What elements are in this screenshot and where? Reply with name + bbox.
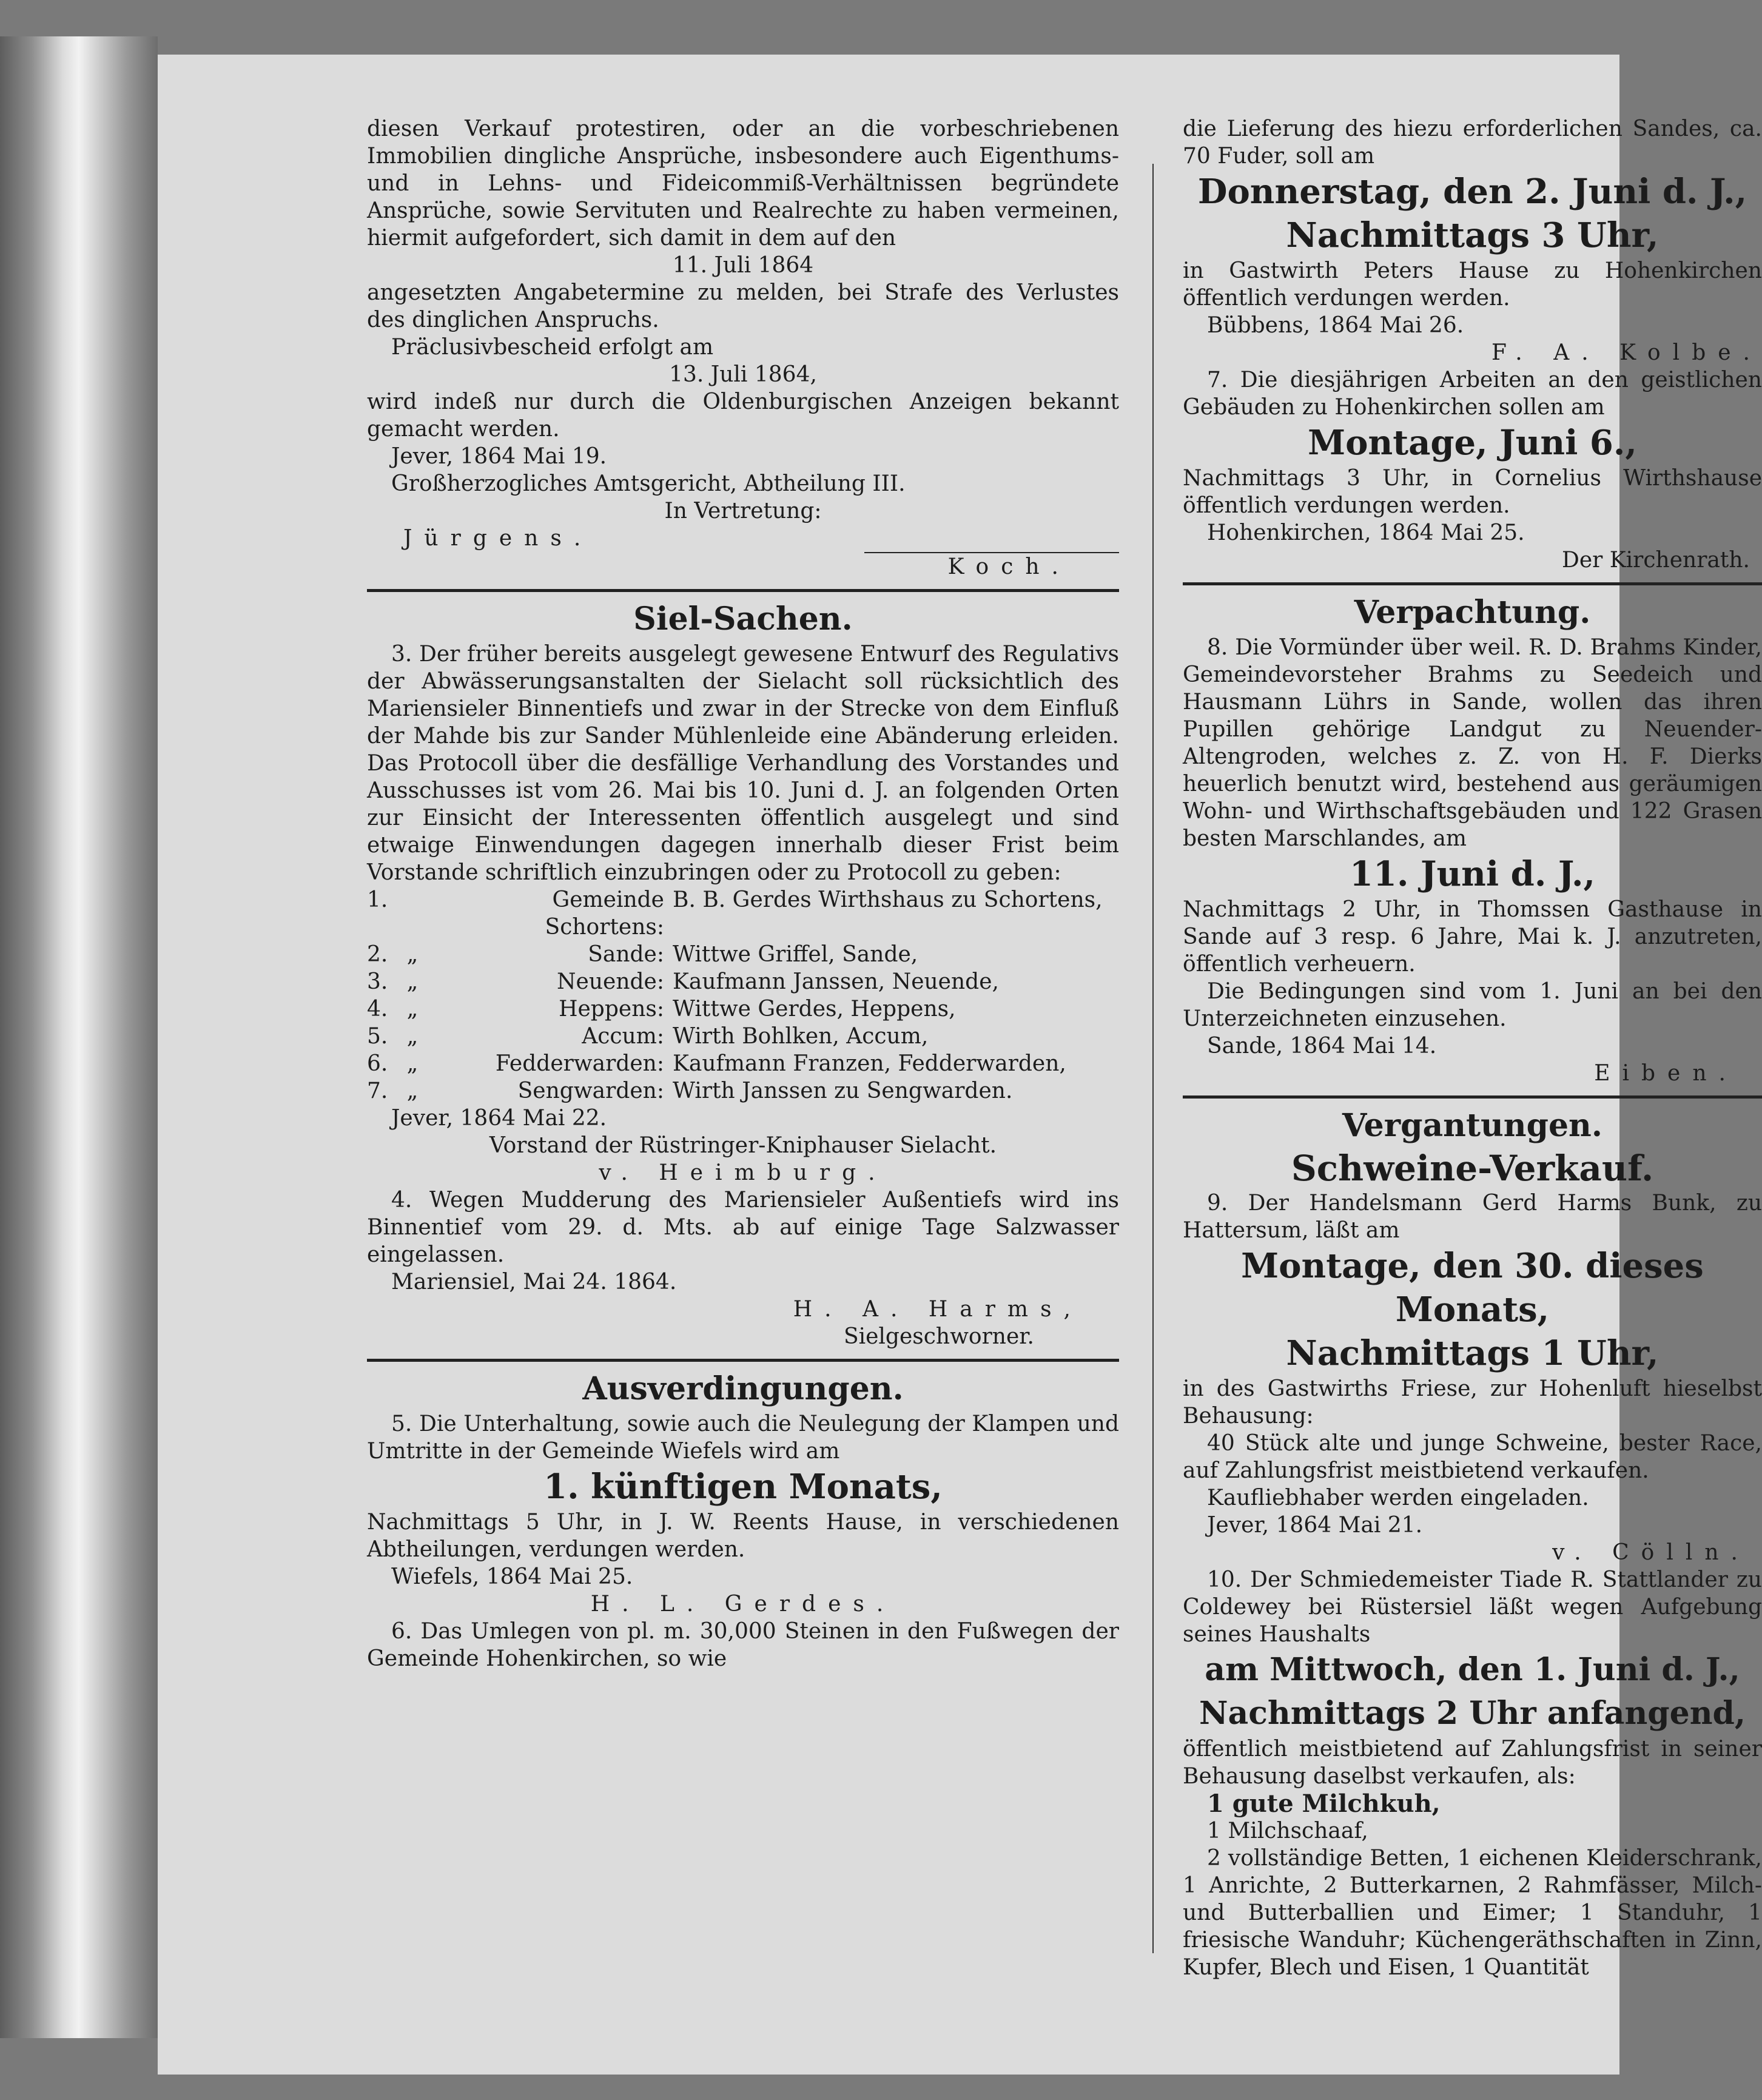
location-place: Accum: bbox=[582, 1024, 664, 1049]
location-number: 7. bbox=[367, 1079, 388, 1103]
term-time: Nachmittags 3 Uhr, bbox=[1286, 215, 1659, 255]
vertretung-label: In Vertretung: bbox=[664, 499, 822, 523]
place-date: Wiefels, 1864 Mai 25. bbox=[391, 1564, 633, 1589]
signature: F. A. Kolbe. bbox=[1491, 340, 1762, 365]
term-date: am Mittwoch, den 1. Juni d. J., bbox=[1205, 1651, 1740, 1688]
notice-text: 40 Stück alte und junge Schweine, bester Race, auf Zahlungsfrist meistbietend verkaufen. bbox=[1183, 1431, 1762, 1483]
location-number: 5. bbox=[367, 1024, 388, 1049]
location-number: 4. bbox=[367, 997, 388, 1021]
signature: Eiben. bbox=[1594, 1061, 1738, 1086]
location-number: 1. bbox=[367, 887, 388, 912]
notice-text: 4. Wegen Mudderung des Mariensieler Außentiefs wird ins Binnentief vom 29. d. Mts. ab auf einige Tage Salzwasser eingelassen. bbox=[367, 1188, 1119, 1267]
term-date: Donnerstag, den 2. Juni d. J., bbox=[1197, 172, 1747, 212]
right-column bbox=[1183, 115, 1762, 1981]
signature: Koch. bbox=[947, 554, 1071, 579]
signature: v. Heimburg. bbox=[599, 1160, 887, 1185]
book-page-edges bbox=[0, 36, 158, 2038]
place-date: Bübbens, 1864 Mai 26. bbox=[1207, 313, 1464, 338]
location-place: Gemeinde Schortens: bbox=[545, 887, 664, 940]
location-address: B. B. Gerdes Wirthshaus zu Schortens, bbox=[673, 887, 1103, 912]
location-place: Neuende: bbox=[557, 969, 664, 994]
notice-text: in des Gastwirths Friese, zur Hohenluft hieselbst Behausung: bbox=[1183, 1376, 1762, 1429]
place-date: Jever, 1864 Mai 21. bbox=[1207, 1513, 1423, 1538]
signature-title: Sielgeschworner. bbox=[843, 1324, 1034, 1349]
ditto-mark bbox=[397, 886, 428, 941]
notice-text: 9. Der Handelsmann Gerd Harms Bunk, zu Hattersum, läßt am bbox=[1183, 1191, 1762, 1243]
location-list-row bbox=[367, 941, 1119, 968]
location-list-row bbox=[367, 1050, 1119, 1077]
location-list-row bbox=[367, 968, 1119, 995]
signature: H. L. Gerdes. bbox=[590, 1592, 896, 1617]
notice-text: Präclusivbescheid erfolgt am bbox=[391, 335, 714, 360]
notice-text: 3. Der früher bereits ausgelegt gewesene Entwurf des Regulativs der Abwässerungsanstalten der Sielacht soll rücksichtlich des Mariensieler Binnentiefs und zwar in der Strecke von dem Einfluß der Mahde bis zur Sander Mühlenleide eine Abänderung erleiden. Das Protocoll über die desfällige Verhandlung des Vorstandes und Ausschusses ist vom 26. Mai bis 10. Juni d. J. an folgenden Orten zur Einsicht der Interessenten öffentlich ausgelegt und sind etwaige Einwendungen dagegen innerhalb dieser Frist beim Vorstande schriftlich einzubringen oder zu Protocoll zu geben: bbox=[367, 642, 1119, 885]
notice-text: diesen Verkauf protestiren, oder an die vorbeschriebenen Immobilien dingliche Ansprüche, insbesondere auch Eigenthums- und in Lehns- und Fideicommiß-Verhältnissen begründete Ansprüche, sowie Servituten und Realrechte zu haben vermeinen, hiermit aufgefordert, sich damit in dem auf den bbox=[367, 116, 1119, 251]
term-time: Nachmittags 1 Uhr, bbox=[1286, 1333, 1659, 1373]
section-heading: Siel-Sachen. bbox=[633, 601, 853, 638]
ditto-mark: „ bbox=[406, 942, 419, 967]
location-list-row bbox=[367, 1077, 1119, 1105]
section-rule bbox=[367, 589, 1119, 592]
location-number: 6. bbox=[367, 1051, 388, 1076]
court-name: Großherzogliches Amtsgericht, Abtheilung III. bbox=[391, 471, 906, 496]
notice-text: 7. Die diesjährigen Arbeiten an den geistlichen Gebäuden zu Hohenkirchen sollen am bbox=[1183, 368, 1762, 420]
location-address: Kaufmann Janssen, Neuende, bbox=[673, 969, 999, 994]
term-time: Nachmittags 2 Uhr anfangend, bbox=[1199, 1695, 1746, 1732]
item-list-entry: 1 Milchschaaf, bbox=[1207, 1819, 1368, 1843]
term-date: 1. künftigen Monats, bbox=[543, 1467, 943, 1507]
newspaper-page bbox=[158, 55, 1762, 2075]
notice-text: die Lieferung des hiezu erforderlichen Sandes, ca. 70 Fuder, soll am bbox=[1183, 116, 1762, 169]
term-date: 11. Juni d. J., bbox=[1350, 854, 1595, 894]
section-rule bbox=[1183, 1095, 1762, 1099]
section-heading: Ausverdingungen. bbox=[582, 1370, 904, 1407]
section-heading: Vergantungen. bbox=[1342, 1107, 1602, 1144]
signature: v. Cölln. bbox=[1552, 1540, 1750, 1565]
board-name: Vorstand der Rüstringer-Kniphauser Sielacht. bbox=[489, 1133, 997, 1158]
column-divider bbox=[1152, 164, 1154, 1953]
location-number: 3. bbox=[367, 969, 388, 994]
notice-text: Nachmittags 5 Uhr, in J. W. Reents Hause, in verschiedenen Abtheilungen, verdungen werden. bbox=[367, 1510, 1119, 1562]
location-list-row bbox=[367, 1023, 1119, 1050]
item-list-entry: 1 gute Milchkuh, bbox=[1207, 1789, 1441, 1818]
ditto-mark: „ bbox=[406, 1079, 419, 1103]
term-date: Montage, den 30. dieses Monats, bbox=[1241, 1246, 1704, 1330]
location-address: Wirth Janssen zu Sengwarden. bbox=[673, 1079, 1013, 1103]
sub-heading: Schweine-Verkauf. bbox=[1291, 1148, 1654, 1189]
location-place: Sengwarden: bbox=[517, 1079, 664, 1103]
signature: Jürgens. bbox=[403, 526, 593, 551]
location-number: 2. bbox=[367, 942, 388, 967]
ditto-mark: „ bbox=[406, 1024, 419, 1049]
notice-text: 8. Die Vormünder über weil. R. D. Brahms Kinder, Gemeindevorsteher Brahms zu Seedeich und Hausmann Lührs in Sande, wollen das ihren Pupillen gehörige Landgut zu Neuender-Altengroden, welches z. Z. von H. F. Dierks heuerlich benutzt wird, bestehend aus geräumigen Wohn- und Wirthschaftsgebäuden und 122 Grasen besten Marschlandes, am bbox=[1183, 635, 1762, 851]
notice-text: Kaufliebhaber werden eingeladen. bbox=[1207, 1486, 1589, 1510]
item-list-entry: 2 vollständige Betten, 1 eichenen Kleiderschrank, 1 Anrichte, 2 Butterkarnen, 2 Rahmfässer, Milch- und Butterballien und Eimer; 1 Standuhr, 1 friesische Wanduhr; Küchengeräthschaften in Zinn, Kupfer, Blech und Eisen, 1 Quantität bbox=[1183, 1846, 1762, 1980]
term-date: 11. Juli 1864 bbox=[672, 253, 814, 278]
section-heading: Verpachtung. bbox=[1354, 594, 1591, 631]
notice-text: Nachmittags 2 Uhr, in Thomssen Gasthause in Sande auf 3 resp. 6 Jahre, Mai k. J. anzutreten, öffentlich verheuern. bbox=[1183, 897, 1762, 977]
location-address: Kaufmann Franzen, Fedderwarden, bbox=[673, 1051, 1066, 1076]
section-rule bbox=[367, 1359, 1119, 1362]
notice-text: in Gastwirth Peters Hause zu Hohenkirchen öffentlich verdungen werden. bbox=[1183, 258, 1762, 311]
ditto-mark: „ bbox=[406, 1051, 419, 1076]
signature: H. A. Harms, bbox=[793, 1297, 1083, 1322]
term-date: 13. Juli 1864, bbox=[669, 362, 817, 387]
place-date: Mariensiel, Mai 24. 1864. bbox=[391, 1270, 677, 1294]
notice-text: 6. Das Umlegen von pl. m. 30,000 Steinen in den Fußwegen der Gemeinde Hohenkirchen, so wie bbox=[367, 1619, 1119, 1671]
location-place: Heppens: bbox=[559, 997, 664, 1021]
notice-text: angesetzten Angabetermine zu melden, bei Strafe des Verlustes des dinglichen Anspruchs. bbox=[367, 280, 1119, 332]
location-address: Wirth Bohlken, Accum, bbox=[673, 1024, 929, 1049]
term-date: Montage, Juni 6., bbox=[1308, 423, 1637, 463]
location-address: Wittwe Griffel, Sande, bbox=[673, 942, 918, 967]
ditto-mark: „ bbox=[406, 969, 419, 994]
place-date: Jever, 1864 Mai 19. bbox=[391, 444, 607, 469]
notice-text: 10. Der Schmiedemeister Tiade R. Stattlander zu Coldewey bei Rüstersiel läßt wegen Aufgebung seines Haushalts bbox=[1183, 1567, 1762, 1647]
notice-text: öffentlich meistbietend auf Zahlungsfrist in seiner Behausung daselbst verkaufen, als: bbox=[1183, 1737, 1762, 1789]
left-column bbox=[367, 115, 1119, 1672]
notice-text: Nachmittags 3 Uhr, in Cornelius Wirthshause öffentlich verdungen werden. bbox=[1183, 466, 1762, 518]
location-place: Sande: bbox=[588, 942, 664, 967]
section-rule bbox=[1183, 582, 1762, 585]
location-place: Fedderwarden: bbox=[495, 1051, 664, 1076]
location-list-row bbox=[367, 995, 1119, 1023]
ditto-mark: „ bbox=[406, 997, 419, 1021]
place-date: Hohenkirchen, 1864 Mai 25. bbox=[1207, 520, 1525, 545]
notice-text: wird indeß nur durch die Oldenburgischen Anzeigen bekannt gemacht werden. bbox=[367, 389, 1119, 442]
location-list bbox=[367, 886, 1119, 1105]
notice-text: 5. Die Unterhaltung, sowie auch die Neulegung der Klampen und Umtritte in der Gemeinde Wiefels wird am bbox=[367, 1412, 1119, 1464]
location-address: Wittwe Gerdes, Heppens, bbox=[673, 997, 956, 1021]
signature: Der Kirchenrath. bbox=[1561, 548, 1750, 573]
notice-text: Die Bedingungen sind vom 1. Juni an bei den Unterzeichneten einzusehen. bbox=[1183, 979, 1762, 1031]
place-date: Sande, 1864 Mai 14. bbox=[1207, 1034, 1437, 1058]
place-date: Jever, 1864 Mai 22. bbox=[391, 1106, 607, 1131]
location-list-row bbox=[367, 886, 1119, 941]
